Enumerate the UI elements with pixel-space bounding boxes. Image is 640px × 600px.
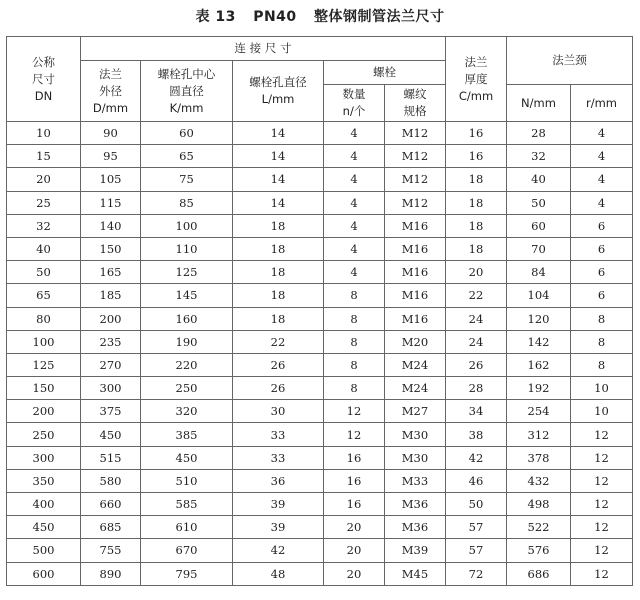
outer-diameter-cell: 375 (81, 400, 141, 423)
neck-n-cell: 84 (507, 261, 571, 284)
dn-cell: 50 (7, 261, 81, 284)
bolt-hole-cell: 18 (233, 284, 324, 307)
bolt-circle-header: 螺栓孔中心 圆直径 K/mm (141, 61, 233, 122)
bolt-hole-header: 螺栓孔直径 L/mm (233, 61, 324, 122)
outer-diameter-cell: 515 (81, 446, 141, 469)
table-row (7, 191, 633, 214)
outer-diameter-cell: 270 (81, 353, 141, 376)
bolt-quantity-cell: 16 (324, 446, 385, 469)
neck-r-cell: 12 (571, 446, 633, 469)
neck-r-cell: 6 (571, 237, 633, 260)
bolt-hole-cell: 14 (233, 145, 324, 168)
bolt-quantity-cell: 8 (324, 330, 385, 353)
thickness-cell: 72 (446, 562, 507, 585)
table-row (7, 237, 633, 260)
bolt-spec-cell: M27 (385, 400, 446, 423)
table-name: 整体钢制管法兰尺寸 (314, 9, 445, 25)
thickness-cell: 46 (446, 469, 507, 492)
thickness-cell: 57 (446, 516, 507, 539)
table-row (7, 516, 633, 539)
bolt-spec-cell: M16 (385, 214, 446, 237)
thickness-cell: 34 (446, 400, 507, 423)
bolt-hole-cell: 18 (233, 237, 324, 260)
thickness-header: 法兰 厚度 C/mm (446, 37, 507, 122)
dn-cell: 250 (7, 423, 81, 446)
dn-cell: 65 (7, 284, 81, 307)
neck-r-cell: 6 (571, 261, 633, 284)
bolt-circle-cell: 585 (141, 493, 233, 516)
table-row (7, 423, 633, 446)
thickness-cell: 18 (446, 191, 507, 214)
neck-n-cell: 120 (507, 307, 571, 330)
bolt-circle-cell: 75 (141, 168, 233, 191)
neck-n-cell: 28 (507, 122, 571, 145)
thickness-cell: 18 (446, 237, 507, 260)
outer-diameter-cell: 140 (81, 214, 141, 237)
neck-r-cell: 12 (571, 423, 633, 446)
table-row (7, 377, 633, 400)
thickness-cell: 50 (446, 493, 507, 516)
bolt-hole-cell: 14 (233, 191, 324, 214)
neck-r-cell: 12 (571, 539, 633, 562)
bolt-hole-cell: 14 (233, 122, 324, 145)
connection-header: 连 接 尺 寸 (81, 37, 446, 61)
dn-cell: 450 (7, 516, 81, 539)
bolt-hole-cell: 42 (233, 539, 324, 562)
bolt-spec-header: 螺纹 规格 (385, 85, 446, 122)
neck-n-cell: 142 (507, 330, 571, 353)
outer-diameter-cell: 90 (81, 122, 141, 145)
table-row (7, 539, 633, 562)
neck-r-cell: 10 (571, 400, 633, 423)
bolt-header: 螺栓 (324, 61, 446, 85)
neck-r-cell: 8 (571, 330, 633, 353)
bolt-circle-cell: 85 (141, 191, 233, 214)
bolt-spec-cell: M39 (385, 539, 446, 562)
bolt-quantity-cell: 4 (324, 145, 385, 168)
bolt-spec-cell: M16 (385, 261, 446, 284)
outer-diameter-cell: 200 (81, 307, 141, 330)
neck-n-cell: 312 (507, 423, 571, 446)
neck-r-header: r/mm (571, 85, 633, 122)
outer-diameter-header: 法兰 外径 D/mm (81, 61, 141, 122)
table-row (7, 307, 633, 330)
outer-diameter-cell: 890 (81, 562, 141, 585)
outer-diameter-cell: 755 (81, 539, 141, 562)
bolt-quantity-cell: 16 (324, 493, 385, 516)
bolt-circle-cell: 670 (141, 539, 233, 562)
bolt-quantity-cell: 4 (324, 122, 385, 145)
dn-cell: 25 (7, 191, 81, 214)
neck-n-cell: 498 (507, 493, 571, 516)
neck-n-cell: 576 (507, 539, 571, 562)
neck-n-cell: 254 (507, 400, 571, 423)
bolt-circle-cell: 610 (141, 516, 233, 539)
dn-cell: 15 (7, 145, 81, 168)
bolt-hole-cell: 30 (233, 400, 324, 423)
bolt-hole-cell: 22 (233, 330, 324, 353)
bolt-quantity-cell: 8 (324, 284, 385, 307)
neck-r-cell: 12 (571, 469, 633, 492)
outer-diameter-cell: 660 (81, 493, 141, 516)
bolt-hole-cell: 26 (233, 353, 324, 376)
bolt-spec-cell: M30 (385, 446, 446, 469)
bolt-spec-cell: M16 (385, 307, 446, 330)
bolt-hole-cell: 18 (233, 214, 324, 237)
bolt-circle-cell: 250 (141, 377, 233, 400)
dn-cell: 100 (7, 330, 81, 353)
bolt-hole-cell: 18 (233, 307, 324, 330)
dn-cell: 150 (7, 377, 81, 400)
table-row (7, 168, 633, 191)
outer-diameter-cell: 150 (81, 237, 141, 260)
bolt-circle-cell: 220 (141, 353, 233, 376)
dn-cell: 200 (7, 400, 81, 423)
bolt-circle-cell: 450 (141, 446, 233, 469)
bolt-hole-cell: 36 (233, 469, 324, 492)
outer-diameter-cell: 185 (81, 284, 141, 307)
bolt-circle-cell: 125 (141, 261, 233, 284)
neck-n-cell: 60 (507, 214, 571, 237)
table-row (7, 214, 633, 237)
neck-r-cell: 12 (571, 562, 633, 585)
neck-n-cell: 162 (507, 353, 571, 376)
outer-diameter-cell: 95 (81, 145, 141, 168)
table-body (7, 122, 633, 586)
bolt-circle-cell: 190 (141, 330, 233, 353)
bolt-spec-cell: M12 (385, 122, 446, 145)
bolt-quantity-cell: 8 (324, 353, 385, 376)
table-row (7, 353, 633, 376)
neck-r-cell: 12 (571, 516, 633, 539)
bolt-spec-cell: M16 (385, 284, 446, 307)
flange-dimensions-table (6, 36, 633, 586)
bolt-spec-cell: M33 (385, 469, 446, 492)
bolt-quantity-cell: 8 (324, 377, 385, 400)
neck-n-header: N/mm (507, 85, 571, 122)
neck-n-cell: 686 (507, 562, 571, 585)
bolt-quantity-cell: 12 (324, 400, 385, 423)
bolt-quantity-header: 数量 n/个 (324, 85, 385, 122)
bolt-spec-cell: M30 (385, 423, 446, 446)
neck-r-cell: 8 (571, 307, 633, 330)
bolt-quantity-cell: 20 (324, 516, 385, 539)
neck-r-cell: 4 (571, 168, 633, 191)
neck-r-cell: 4 (571, 145, 633, 168)
neck-n-cell: 50 (507, 191, 571, 214)
dn-cell: 32 (7, 214, 81, 237)
neck-r-cell: 4 (571, 191, 633, 214)
table-number: 表 13 (195, 9, 236, 25)
dn-cell: 80 (7, 307, 81, 330)
pressure-class: PN40 (253, 9, 297, 25)
dn-cell: 10 (7, 122, 81, 145)
bolt-quantity-cell: 8 (324, 307, 385, 330)
bolt-quantity-cell: 20 (324, 539, 385, 562)
dn-cell: 350 (7, 469, 81, 492)
neck-header: 法兰颈 (507, 37, 633, 85)
table-row (7, 284, 633, 307)
outer-diameter-cell: 165 (81, 261, 141, 284)
neck-n-cell: 70 (507, 237, 571, 260)
table-row (7, 122, 633, 145)
table-row (7, 469, 633, 492)
thickness-cell: 42 (446, 446, 507, 469)
dn-header: 公称 尺寸 DN (7, 37, 81, 122)
table-title (0, 6, 640, 26)
neck-n-cell: 378 (507, 446, 571, 469)
neck-r-cell: 6 (571, 284, 633, 307)
bolt-spec-cell: M36 (385, 516, 446, 539)
thickness-cell: 26 (446, 353, 507, 376)
thickness-cell: 38 (446, 423, 507, 446)
bolt-hole-cell: 48 (233, 562, 324, 585)
table-row (7, 145, 633, 168)
thickness-cell: 28 (446, 377, 507, 400)
dn-cell: 600 (7, 562, 81, 585)
bolt-quantity-cell: 16 (324, 469, 385, 492)
neck-r-cell: 4 (571, 122, 633, 145)
neck-r-cell: 12 (571, 493, 633, 516)
bolt-circle-cell: 795 (141, 562, 233, 585)
dn-cell: 400 (7, 493, 81, 516)
bolt-quantity-cell: 20 (324, 562, 385, 585)
bolt-circle-cell: 160 (141, 307, 233, 330)
bolt-quantity-cell: 4 (324, 191, 385, 214)
thickness-cell: 16 (446, 145, 507, 168)
neck-n-cell: 104 (507, 284, 571, 307)
bolt-quantity-cell: 4 (324, 237, 385, 260)
table-row (7, 446, 633, 469)
outer-diameter-cell: 450 (81, 423, 141, 446)
bolt-spec-cell: M16 (385, 237, 446, 260)
bolt-circle-cell: 110 (141, 237, 233, 260)
thickness-cell: 18 (446, 214, 507, 237)
neck-r-cell: 6 (571, 214, 633, 237)
table-row (7, 562, 633, 585)
bolt-circle-cell: 320 (141, 400, 233, 423)
neck-n-cell: 432 (507, 469, 571, 492)
bolt-hole-cell: 39 (233, 516, 324, 539)
thickness-cell: 16 (446, 122, 507, 145)
bolt-spec-cell: M20 (385, 330, 446, 353)
dn-cell: 500 (7, 539, 81, 562)
thickness-cell: 24 (446, 330, 507, 353)
bolt-circle-cell: 65 (141, 145, 233, 168)
outer-diameter-cell: 580 (81, 469, 141, 492)
bolt-spec-cell: M36 (385, 493, 446, 516)
neck-r-cell: 10 (571, 377, 633, 400)
outer-diameter-cell: 115 (81, 191, 141, 214)
table-row (7, 400, 633, 423)
neck-n-cell: 522 (507, 516, 571, 539)
neck-r-cell: 8 (571, 353, 633, 376)
bolt-circle-cell: 510 (141, 469, 233, 492)
dn-cell: 40 (7, 237, 81, 260)
bolt-hole-cell: 39 (233, 493, 324, 516)
bolt-circle-cell: 60 (141, 122, 233, 145)
bolt-hole-cell: 14 (233, 168, 324, 191)
bolt-hole-cell: 33 (233, 446, 324, 469)
outer-diameter-cell: 235 (81, 330, 141, 353)
thickness-cell: 20 (446, 261, 507, 284)
bolt-spec-cell: M24 (385, 353, 446, 376)
outer-diameter-cell: 685 (81, 516, 141, 539)
bolt-quantity-cell: 4 (324, 214, 385, 237)
thickness-cell: 24 (446, 307, 507, 330)
thickness-cell: 22 (446, 284, 507, 307)
bolt-hole-cell: 18 (233, 261, 324, 284)
thickness-cell: 18 (446, 168, 507, 191)
bolt-circle-cell: 145 (141, 284, 233, 307)
outer-diameter-cell: 105 (81, 168, 141, 191)
neck-n-cell: 40 (507, 168, 571, 191)
neck-n-cell: 32 (507, 145, 571, 168)
bolt-spec-cell: M12 (385, 191, 446, 214)
table-row (7, 493, 633, 516)
bolt-quantity-cell: 12 (324, 423, 385, 446)
bolt-quantity-cell: 4 (324, 168, 385, 191)
table-row (7, 330, 633, 353)
neck-n-cell: 192 (507, 377, 571, 400)
thickness-cell: 57 (446, 539, 507, 562)
bolt-hole-cell: 26 (233, 377, 324, 400)
bolt-circle-cell: 100 (141, 214, 233, 237)
table-row (7, 261, 633, 284)
bolt-circle-cell: 385 (141, 423, 233, 446)
dn-cell: 125 (7, 353, 81, 376)
bolt-spec-cell: M12 (385, 168, 446, 191)
dn-cell: 20 (7, 168, 81, 191)
outer-diameter-cell: 300 (81, 377, 141, 400)
bolt-hole-cell: 33 (233, 423, 324, 446)
bolt-spec-cell: M12 (385, 145, 446, 168)
bolt-quantity-cell: 4 (324, 261, 385, 284)
dn-cell: 300 (7, 446, 81, 469)
bolt-spec-cell: M24 (385, 377, 446, 400)
bolt-spec-cell: M45 (385, 562, 446, 585)
